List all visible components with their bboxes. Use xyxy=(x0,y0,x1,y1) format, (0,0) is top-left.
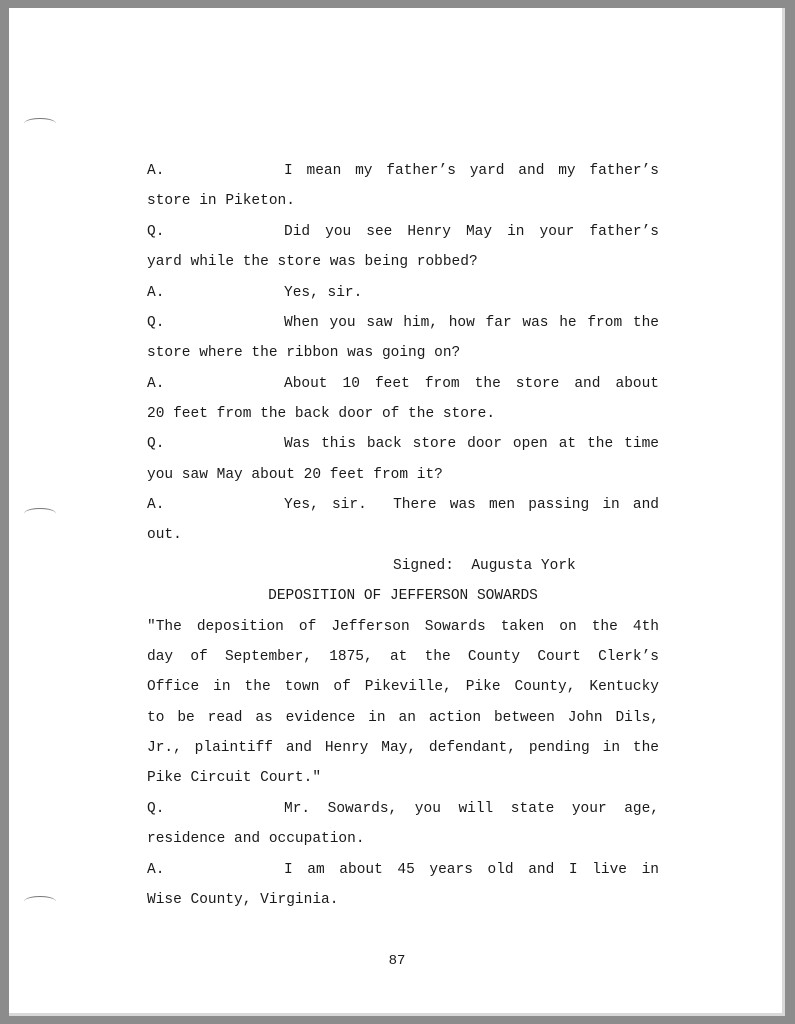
answer-line xyxy=(147,496,659,514)
speaker-tag: A. xyxy=(147,862,165,878)
text-line: Pike Circuit Court." xyxy=(147,770,322,786)
text-line: store in Piketon. xyxy=(147,193,295,209)
text-line: residence and occupation. xyxy=(147,831,365,847)
answer-text: I am about 45 years old and I live in xyxy=(284,862,659,878)
speaker-tag: Q. xyxy=(147,224,165,240)
text-line: yard while the store was being robbed? xyxy=(147,254,478,270)
page-number: 87 xyxy=(388,953,406,969)
text-line: 20 feet from the back door of the store. xyxy=(147,406,496,422)
speaker-tag: A. xyxy=(147,376,165,392)
text-line: to be read as evidence in an action between John Dils, xyxy=(147,710,659,726)
question-text: Was this back store door open at the time xyxy=(284,436,659,452)
answer-text: Yes, sir. xyxy=(284,285,363,301)
answer-line xyxy=(147,284,659,302)
question-text: Did you see Henry May in your father’s xyxy=(284,224,659,240)
speaker-tag: Q. xyxy=(147,436,165,452)
speaker-tag: A. xyxy=(147,163,165,179)
signature-line: Signed: Augusta York xyxy=(393,558,576,574)
binder-hole-mark xyxy=(24,508,56,519)
text-line: out. xyxy=(147,527,182,543)
speaker-tag: A. xyxy=(147,497,165,513)
text-line: "The deposition of Jefferson Sowards taken on the 4th xyxy=(147,619,659,635)
question-text: When you saw him, how far was he from the xyxy=(284,315,659,331)
question-text: Mr. Sowards, you will state your age, xyxy=(284,801,659,817)
binder-hole-mark xyxy=(24,896,56,907)
question-line xyxy=(147,800,659,818)
answer-text: Yes, sir. There was men passing in and xyxy=(284,497,659,513)
document-page xyxy=(9,8,785,1016)
text-line: day of September, 1875, at the County Court Clerk’s xyxy=(147,649,659,665)
answer-text: I mean my father’s yard and my father’s xyxy=(284,163,659,179)
text-line: Office in the town of Pikeville, Pike County, Kentucky xyxy=(147,679,659,695)
question-line xyxy=(147,435,659,453)
answer-line xyxy=(147,861,659,879)
binder-hole-mark xyxy=(24,118,56,129)
answer-line xyxy=(147,375,659,393)
answer-text: About 10 feet from the store and about xyxy=(284,376,659,392)
text-line: you saw May about 20 feet from it? xyxy=(147,467,443,483)
text-line: Jr., plaintiff and Henry May, defendant, pending in the xyxy=(147,740,659,756)
text-line: Wise County, Virginia. xyxy=(147,892,339,908)
section-heading: DEPOSITION OF JEFFERSON SOWARDS xyxy=(268,588,538,604)
speaker-tag: A. xyxy=(147,285,165,301)
speaker-tag: Q. xyxy=(147,801,165,817)
question-line xyxy=(147,314,659,332)
question-line xyxy=(147,223,659,241)
answer-line xyxy=(147,162,659,180)
text-line: store where the ribbon was going on? xyxy=(147,345,461,361)
speaker-tag: Q. xyxy=(147,315,165,331)
